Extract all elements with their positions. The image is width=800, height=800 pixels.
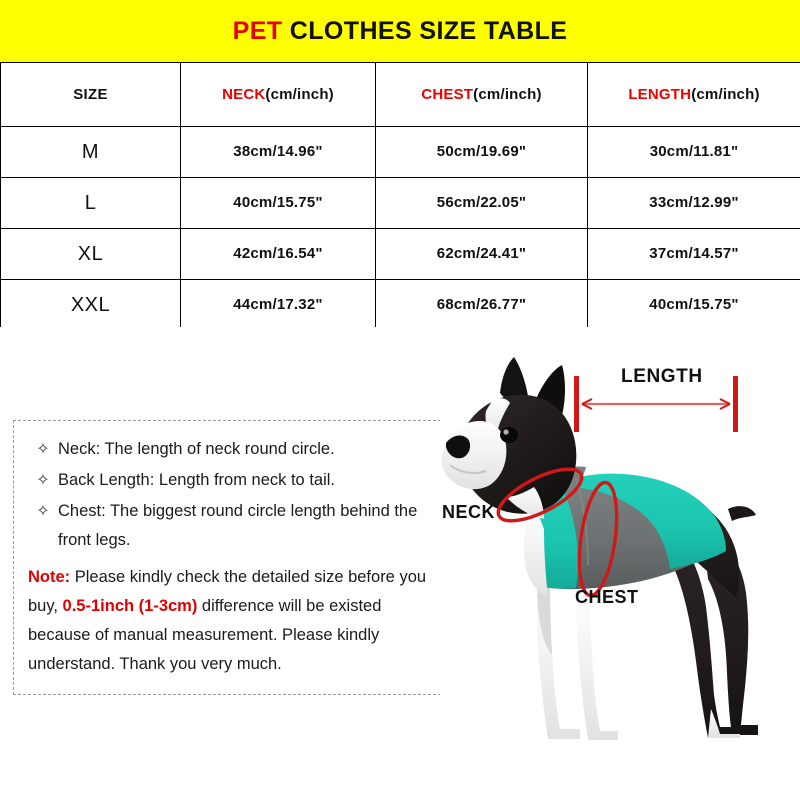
column-header-chest-accent: CHEST — [421, 85, 474, 103]
cell-chest: 68cm/26.77" — [376, 280, 588, 331]
label-chest: CHEST — [575, 587, 639, 607]
page-header-banner — [0, 0, 800, 62]
dog-photo-graphic — [440, 357, 800, 787]
cell-size: M — [1, 127, 181, 178]
cell-length: 37cm/14.57" — [588, 229, 800, 280]
dog-eye — [500, 427, 518, 443]
measurement-info-box — [13, 420, 441, 695]
note-part1: Please kindly check the detailed size before you buy, — [28, 568, 427, 615]
column-header-length — [588, 63, 800, 127]
cell-length: 40cm/15.75" — [588, 280, 800, 331]
column-header-chest — [376, 63, 588, 127]
cell-length: 30cm/11.81" — [588, 127, 800, 178]
cell-length: 33cm/12.99" — [588, 178, 800, 229]
cell-neck: 40cm/15.75" — [181, 178, 376, 229]
measurement-bullet-list — [28, 435, 428, 557]
column-header-chest-units: (cm/inch) — [473, 85, 542, 103]
page-title-accent: PET — [232, 16, 283, 45]
list-item — [28, 466, 428, 495]
note-highlight: 0.5-1inch (1-3cm) — [62, 597, 198, 615]
dog-eye-highlight — [503, 429, 508, 434]
length-marker-left — [574, 376, 579, 432]
column-header-length-units: (cm/inch) — [691, 85, 760, 103]
bullet-text-chest: Chest: The biggest round circle length behind the front legs. — [58, 502, 418, 549]
dog-illustration — [440, 357, 800, 787]
page-title-rest: CLOTHES SIZE TABLE — [282, 16, 568, 45]
note-label: Note: — [28, 568, 71, 586]
column-header-neck-units: (cm/inch) — [265, 85, 334, 103]
cell-chest: 56cm/22.05" — [376, 178, 588, 229]
page-title — [233, 17, 568, 46]
label-neck: NECK — [442, 502, 496, 522]
label-length: LENGTH — [621, 366, 703, 387]
list-item — [28, 497, 428, 555]
cell-neck: 38cm/14.96" — [181, 127, 376, 178]
lower-section — [0, 327, 800, 800]
column-header-neck — [181, 63, 376, 127]
cell-size: XL — [1, 229, 181, 280]
cell-neck: 42cm/16.54" — [181, 229, 376, 280]
cell-neck: 44cm/17.32" — [181, 280, 376, 331]
list-item — [28, 435, 428, 464]
column-header-length-accent: LENGTH — [628, 85, 692, 103]
note-part2: difference will be existed because of manual measurement. Please kindly understand. Thank you very much. — [28, 597, 382, 673]
table-header-row — [1, 63, 800, 127]
table-row — [1, 127, 800, 178]
diamond-bullet-icon: ✧ — [36, 441, 50, 458]
column-header-neck-accent: NECK — [222, 85, 266, 103]
column-header-size: SIZE — [1, 63, 181, 127]
size-table — [0, 62, 800, 331]
table-row — [1, 229, 800, 280]
diamond-bullet-icon: ✧ — [36, 472, 50, 489]
cell-size: XXL — [1, 280, 181, 331]
diamond-bullet-icon: ✧ — [36, 503, 50, 520]
length-marker-right — [733, 376, 738, 432]
cell-size: L — [1, 178, 181, 229]
bullet-text-back-length: Back Length: Length from neck to tail. — [58, 471, 335, 489]
table-row — [1, 178, 800, 229]
bullet-text-neck: Neck: The length of neck round circle. — [58, 440, 335, 458]
note-paragraph — [28, 563, 432, 679]
cell-chest: 62cm/24.41" — [376, 229, 588, 280]
table-row — [1, 280, 800, 331]
cell-chest: 50cm/19.69" — [376, 127, 588, 178]
